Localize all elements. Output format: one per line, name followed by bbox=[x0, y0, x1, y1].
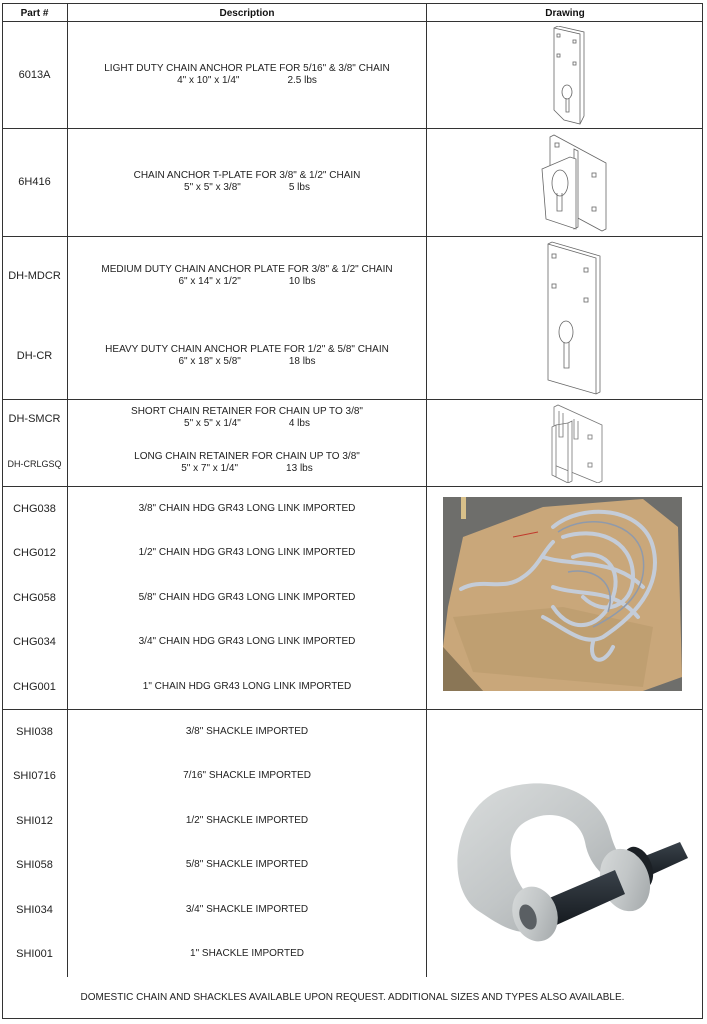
row-divider bbox=[2, 236, 703, 237]
description bbox=[68, 344, 426, 368]
part-number: CHG038 bbox=[13, 503, 56, 515]
weight: 18 lbs bbox=[288, 356, 316, 367]
dimensions: 5" x 5" x 1/4" bbox=[184, 418, 241, 429]
t-plate-drawing bbox=[540, 133, 610, 233]
description: 1" SHACKLE IMPORTED bbox=[190, 948, 304, 959]
part-number: CHG012 bbox=[13, 547, 56, 559]
light-duty-anchor-plate-drawing bbox=[548, 26, 588, 126]
description-title: SHORT CHAIN RETAINER FOR CHAIN UP TO 3/8" bbox=[131, 406, 363, 417]
anchor-plate-drawing bbox=[544, 240, 604, 395]
weight: 4 lbs bbox=[288, 418, 310, 429]
description: 5/8" SHACKLE IMPORTED bbox=[185, 859, 309, 870]
description-title: HEAVY DUTY CHAIN ANCHOR PLATE FOR 1/2" & 5/8" CHAIN bbox=[105, 344, 389, 355]
part-number: SHI012 bbox=[16, 815, 53, 827]
description: 3/8" SHACKLE IMPORTED bbox=[185, 726, 309, 737]
row-divider bbox=[2, 399, 703, 400]
part-number: SHI058 bbox=[16, 859, 53, 871]
part-number: SHI0716 bbox=[13, 770, 56, 782]
description: 7/16" SHACKLE IMPORTED bbox=[183, 770, 311, 781]
shackle-photo bbox=[440, 772, 700, 947]
dimensions: 5" x 5" x 3/8" bbox=[184, 182, 241, 193]
description bbox=[68, 170, 426, 194]
part-number: SHI034 bbox=[16, 904, 53, 916]
part-number: DH-CR bbox=[16, 350, 53, 362]
description: 3/4" CHAIN HDG GR43 LONG LINK IMPORTED bbox=[138, 636, 356, 647]
description-title: MEDIUM DUTY CHAIN ANCHOR PLATE FOR 3/8" & 1/2" CHAIN bbox=[101, 264, 393, 275]
dimensions: 6" x 14" x 1/2" bbox=[178, 276, 241, 287]
row-divider bbox=[2, 709, 703, 710]
weight: 10 lbs bbox=[288, 276, 316, 287]
description-title: LIGHT DUTY CHAIN ANCHOR PLATE FOR 5/16" & 3/8" CHAIN bbox=[104, 63, 390, 74]
part-number: CHG058 bbox=[13, 592, 56, 604]
description bbox=[68, 451, 426, 475]
weight: 5 lbs bbox=[288, 182, 310, 193]
column-divider bbox=[426, 3, 427, 977]
header-drawing: Drawing bbox=[545, 7, 585, 19]
chain-retainer-drawing bbox=[550, 403, 605, 483]
weight: 2.5 lbs bbox=[287, 75, 317, 86]
footer-note: DOMESTIC CHAIN AND SHACKLES AVAILABLE UPON REQUEST. ADDITIONAL SIZES AND TYPES ALSO AVAILABLE. bbox=[80, 992, 625, 1003]
part-number: DH-MDCR bbox=[8, 270, 61, 282]
dimensions: 4" x 10" x 1/4" bbox=[177, 75, 240, 86]
dimensions: 6" x 18" x 5/8" bbox=[178, 356, 241, 367]
part-number: SHI038 bbox=[16, 726, 53, 738]
description bbox=[68, 63, 426, 87]
part-number: CHG001 bbox=[13, 681, 56, 693]
column-divider bbox=[67, 3, 68, 977]
part-number: DH-SMCR bbox=[8, 413, 61, 425]
chain-photo bbox=[443, 497, 682, 691]
row-divider bbox=[2, 128, 703, 129]
description-title: LONG CHAIN RETAINER FOR CHAIN UP TO 3/8" bbox=[134, 451, 360, 462]
description-title: CHAIN ANCHOR T-PLATE FOR 3/8" & 1/2" CHAIN bbox=[133, 170, 361, 181]
part-number: SHI001 bbox=[16, 948, 53, 960]
description: 1/2" SHACKLE IMPORTED bbox=[185, 815, 309, 826]
part-number: CHG034 bbox=[13, 636, 56, 648]
header-part: Part # bbox=[20, 7, 49, 19]
weight: 13 lbs bbox=[286, 463, 313, 474]
description bbox=[68, 406, 426, 430]
part-number: 6013A bbox=[18, 69, 51, 81]
row-divider bbox=[2, 486, 703, 487]
description: 1" CHAIN HDG GR43 LONG LINK IMPORTED bbox=[142, 681, 352, 692]
header-description: Description bbox=[219, 7, 275, 19]
part-number: 6H416 bbox=[18, 176, 51, 188]
description bbox=[68, 264, 426, 288]
description: 1/2" CHAIN HDG GR43 LONG LINK IMPORTED bbox=[138, 547, 356, 558]
description: 3/4" SHACKLE IMPORTED bbox=[185, 904, 309, 915]
dimensions: 5" x 7" x 1/4" bbox=[181, 463, 239, 474]
description: 3/8" CHAIN HDG GR43 LONG LINK IMPORTED bbox=[138, 503, 356, 514]
description: 5/8" CHAIN HDG GR43 LONG LINK IMPORTED bbox=[138, 592, 356, 603]
part-number: DH-CRLGSQ bbox=[7, 459, 62, 469]
